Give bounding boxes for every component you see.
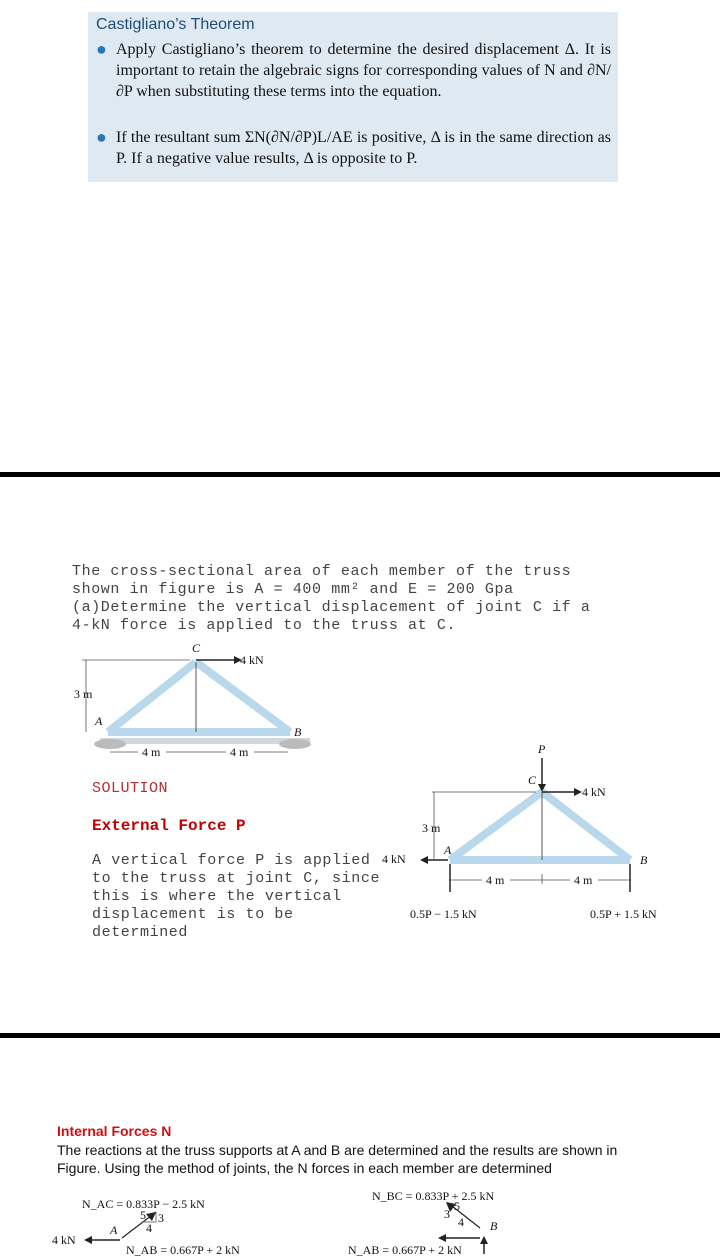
reaction-a-label: 0.5P − 1.5 kN [410, 907, 477, 921]
n-ac-label: N_AC = 0.833P − 2.5 kN [82, 1197, 205, 1211]
force-label: 4 kN [240, 653, 264, 667]
joint-c-label: C [192, 641, 201, 655]
span-left-label: 4 m [142, 745, 161, 759]
bullet-item [96, 127, 611, 169]
tri-label: 4 [146, 1221, 152, 1235]
bullet-icon: ● [96, 39, 107, 59]
bullet-item [96, 39, 611, 102]
bullet-icon: ● [96, 127, 107, 147]
force-c-label: 4 kN [582, 785, 606, 799]
span-left-label: 4 m [486, 873, 505, 887]
tri-label: 5 [454, 1199, 460, 1213]
span-right-label: 4 m [574, 873, 593, 887]
height-label: 3 m [74, 687, 93, 701]
tri-label: 5 [140, 1208, 146, 1222]
external-force-text: A vertical force P is applied to the truss at joint C, since this is where the vertical displacement is to be determined [92, 852, 381, 941]
force-a-label: 4 kN [52, 1233, 76, 1247]
n-bc-label: N_BC = 0.833P + 2.5 kN [372, 1189, 495, 1203]
divider [0, 472, 720, 477]
joint-c-label: C [528, 773, 537, 787]
internal-forces-title: Internal Forces N [57, 1123, 172, 1139]
joint-b-diagram [340, 1182, 570, 1256]
divider [0, 1033, 720, 1038]
load-p-label: P [538, 742, 546, 756]
bullet-text: Apply Castigliano’s theorem to determine the desired displacement Δ. It is important to retain the algebraic signs for corresponding values of N and ∂N/∂P when substituting these terms into the equation. [116, 41, 611, 100]
joint-b-label: B [490, 1219, 498, 1233]
theorem-title: Castigliano’s Theorem [96, 16, 255, 33]
internal-forces-text: The reactions at the truss supports at A and B are determined and the results are shown in Figure. Using the method of joints, the N forces in each member are determined [57, 1142, 618, 1176]
tri-label: 4 [458, 1215, 464, 1229]
theorem-box [88, 12, 618, 182]
span-right-label: 4 m [230, 745, 249, 759]
tri-label: 3 [158, 1211, 164, 1225]
n-ab-label: N_AB = 0.667P + 2 kN [348, 1243, 462, 1256]
force-a-label: 4 kN [382, 852, 406, 866]
joint-a-label: A [110, 1223, 118, 1237]
support-a-icon [94, 739, 126, 749]
joint-b-label: B [294, 725, 302, 739]
height-label: 3 m [422, 821, 441, 835]
reaction-b-label: 0.5P + 1.5 kN [590, 907, 657, 921]
solution-label: SOLUTION [92, 780, 169, 797]
n-ab-label: N_AB = 0.667P + 2 kN [126, 1243, 240, 1256]
joint-a-label: A [444, 843, 452, 857]
joint-a-label: A [95, 714, 103, 728]
problem-text: The cross-sectional area of each member of the truss shown in figure is A = 400 mm² and E = 200 Gpa (a)Determine the vertical displacement of joint C if a 4-kN force is applied to the truss at C. [72, 563, 591, 634]
external-force-title: External Force P [92, 817, 246, 835]
tri-label: 3 [444, 1207, 450, 1221]
truss-figure-2 [380, 738, 710, 928]
joint-b-label: B [640, 853, 648, 867]
truss-figure-1 [70, 640, 320, 765]
joint-a-diagram [50, 1190, 280, 1256]
bullet-text: If the resultant sum ΣN(∂N/∂P)L/AE is positive, Δ is in the same direction as P. If a negative value results, Δ is opposite to P. [116, 129, 611, 167]
support-b-icon [279, 739, 311, 749]
